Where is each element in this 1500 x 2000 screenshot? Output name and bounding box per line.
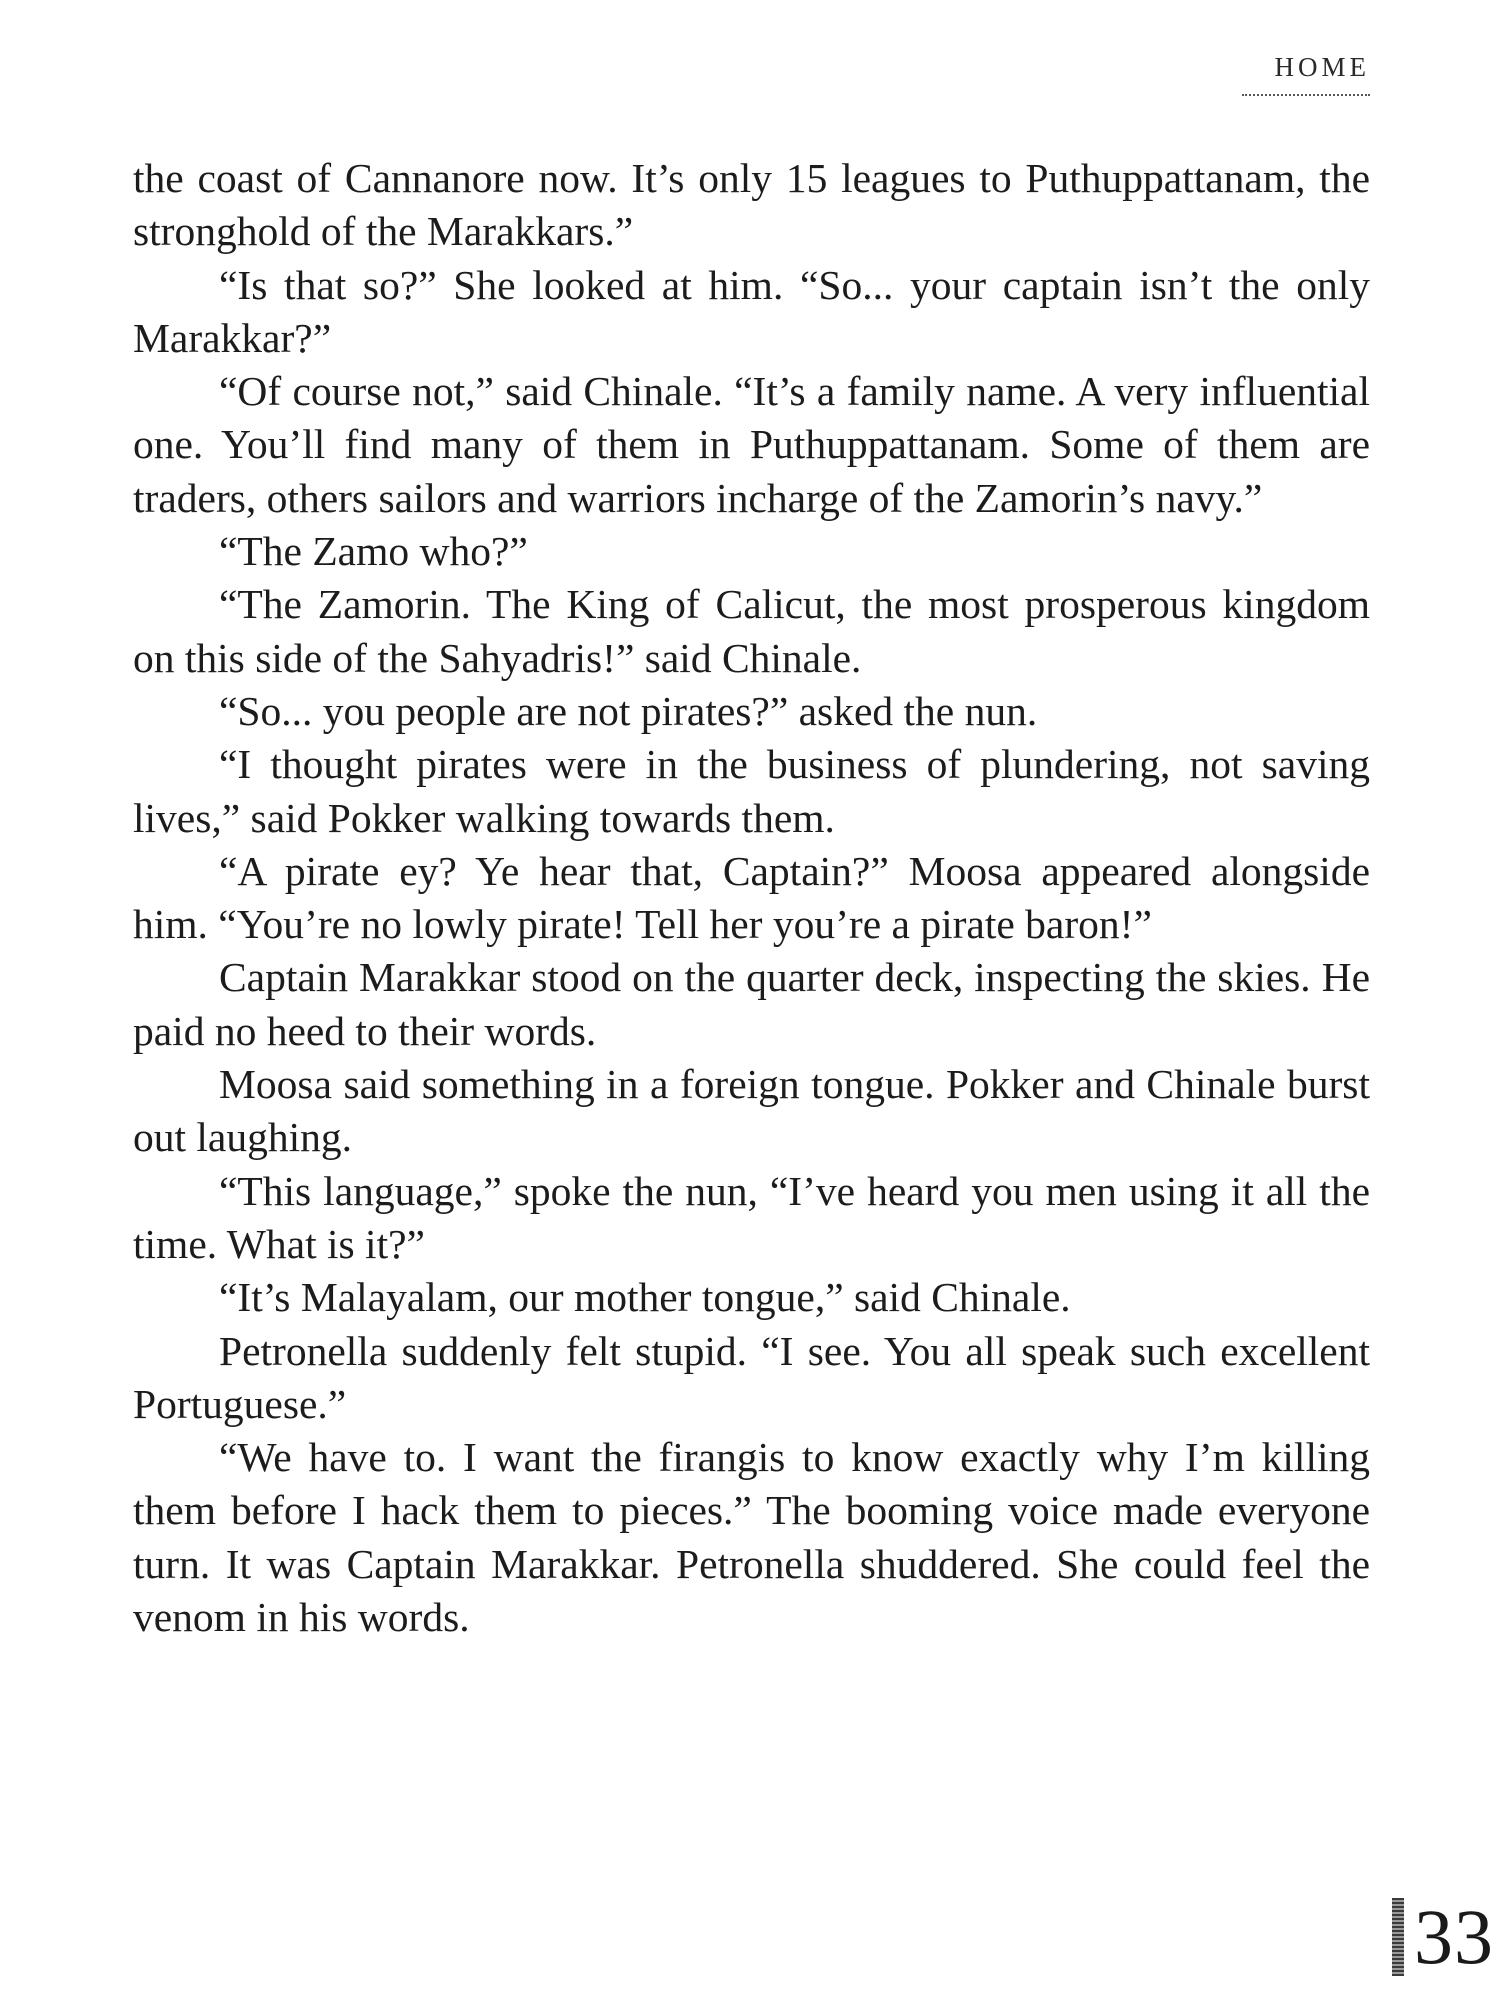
running-head: HOME	[1274, 52, 1370, 82]
body-text	[133, 152, 1370, 1644]
paragraph: “The Zamorin. The King of Calicut, the most prosperous kingdom on this side of the Sahyadris!” said Chinale.	[133, 581, 1370, 681]
paragraph: “This language,” spoke the nun, “I’ve heard you men using it all the time. What is it?”	[133, 1167, 1370, 1267]
paragraph: Petronella suddenly felt stupid. “I see. You all speak such excellent Portuguese.”	[133, 1327, 1370, 1427]
paragraph: the coast of Cannanore now. It’s only 15 leagues to Puthuppattanam, the stronghold of the Marakkars.”	[133, 155, 1370, 255]
folio-bar-ornament	[1392, 1898, 1404, 1976]
paragraph: Captain Marakkar stood on the quarter deck, inspecting the skies. He paid no heed to their words.	[133, 954, 1370, 1054]
paragraph: Moosa said something in a foreign tongue. Pokker and Chinale burst out laughing.	[133, 1061, 1370, 1161]
paragraph: “So... you people are not pirates?” asked the nun.	[219, 687, 1038, 734]
paragraph: “Is that so?” She looked at him. “So... your captain isn’t the only Marakkar?”	[133, 261, 1370, 361]
paragraph: “We have to. I want the firangis to know exactly why I’m killing them before I hack them to pieces.” The booming voice made everyone turn. It was Captain Marakkar. Petronella shuddered. She could feel the venom in his words.	[133, 1434, 1370, 1641]
paragraph: “Of course not,” said Chinale. “It’s a family name. A very influential one. You’ll find many of them in Puthuppattanam. Some of them are traders, others sailors and warriors incharge of the Zamorin’s navy.”	[133, 368, 1370, 521]
page-number: 33	[1414, 1893, 1494, 1980]
paragraph: “A pirate ey? Ye hear that, Captain?” Moosa appeared alongside him. “You’re no lowly pirate! Tell her you’re a pirate baron!”	[133, 847, 1370, 948]
paragraph: “The Zamo who?”	[219, 528, 528, 575]
paragraph: “It’s Malayalam, our mother tongue,” said Chinale.	[219, 1274, 1071, 1321]
running-head-rule	[1242, 94, 1370, 96]
page-number-block	[1392, 1893, 1500, 1980]
paragraph: “I thought pirates were in the business of plundering, not saving lives,” said Pokker walking towards them.	[133, 741, 1370, 841]
